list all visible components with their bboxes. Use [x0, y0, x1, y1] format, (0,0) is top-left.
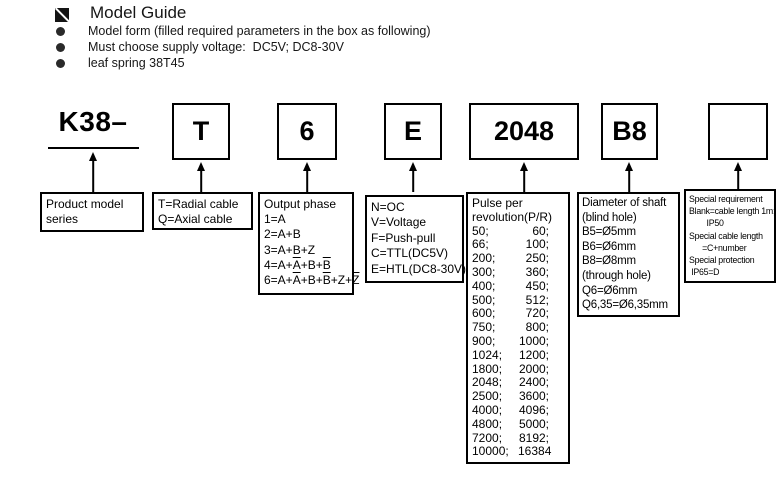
text-line: Q=Axial cable	[158, 212, 233, 226]
up-arrow	[194, 162, 208, 192]
model-code-box-phase: 6	[277, 103, 337, 160]
pulse-row	[472, 252, 564, 266]
pulse-row	[472, 418, 564, 432]
bullet-text: Model form (filled required parameters in the box as following)	[88, 24, 431, 38]
text-line: Special protection	[689, 255, 755, 266]
pulse-value-right: 16384	[518, 444, 552, 459]
pulse-value-right: 800;	[525, 320, 549, 335]
text-line: N=OC	[371, 200, 405, 214]
text-line: =C+number	[689, 242, 747, 253]
pulse-value-left: 600;	[472, 306, 496, 321]
pulse-row	[472, 238, 564, 252]
text-line: (blind hole)	[582, 211, 637, 224]
model-code-box-shaft: B8	[601, 103, 658, 160]
pulse-value-right: 1200;	[518, 347, 549, 362]
desc-box-pulse-per-revolution	[466, 192, 570, 464]
up-arrow	[300, 162, 314, 192]
model-code-box-pulse: 2048	[469, 103, 579, 160]
pulse-value-right: 3600;	[518, 389, 549, 404]
pulse-row	[472, 335, 564, 349]
model-code-box-circuit: E	[384, 103, 442, 160]
pulse-value-left: 50;	[472, 223, 489, 238]
pulse-value-left: 500;	[472, 292, 496, 307]
pulse-value-left: 1024;	[472, 347, 503, 362]
pulse-value-left: 2500;	[472, 389, 503, 404]
pulse-row	[472, 445, 564, 459]
desc-box-product-model	[40, 192, 144, 232]
pulse-row	[472, 266, 564, 280]
pulse-value-left: 750;	[472, 320, 496, 335]
pulse-value-left: 7200;	[472, 430, 503, 445]
pulse-value-left: 66;	[472, 237, 489, 252]
desc-box-cable-orientation	[152, 192, 253, 230]
pulse-value-right: 360;	[525, 264, 549, 279]
pulse-row	[472, 390, 564, 404]
pulse-row	[472, 432, 564, 446]
bullet-icon	[56, 43, 65, 52]
text-line: $4=A+\overline{A}+B+\overline{B}$	[264, 257, 331, 272]
text-line: Special cable length	[689, 230, 763, 241]
bullet-icon	[56, 59, 65, 68]
pulse-row	[472, 349, 564, 363]
model-prefix-underline	[48, 147, 139, 149]
text-line: (through hole)	[582, 269, 651, 282]
pulse-value-right: 8192;	[518, 430, 549, 445]
pulse-value-right: 720;	[525, 306, 549, 321]
pulse-row	[472, 225, 564, 239]
bullet-icon	[56, 27, 65, 36]
text-line: B8=Ø8mm	[582, 255, 636, 268]
pulse-value-right: 2000;	[518, 361, 549, 376]
pulse-value-left: 900;	[472, 333, 496, 348]
text-line: 3=A+B+Z	[264, 242, 316, 257]
text-line: T=Radial cable	[158, 197, 239, 211]
up-arrow	[731, 162, 745, 192]
text-line: revolution(P/R)	[472, 209, 553, 224]
text-line: 2=A+B	[264, 227, 301, 242]
pulse-value-right: 450;	[525, 278, 549, 293]
pulse-value-right: 1000;	[518, 333, 549, 348]
pulse-row	[472, 363, 564, 377]
text-line: Special requirement	[689, 194, 763, 204]
up-arrow	[622, 162, 636, 192]
text-line: Q6,35=Ø6,35mm	[582, 299, 668, 312]
pulse-row	[472, 321, 564, 335]
desc-box-special-requirement	[684, 189, 776, 283]
pulse-value-right: 5000;	[518, 416, 549, 431]
text-line: Blank=cable length 1m;	[689, 206, 776, 217]
desc-box-output-circuit	[365, 195, 467, 283]
text-line: 1=A	[264, 212, 286, 227]
pulse-value-left: 4000;	[472, 402, 503, 417]
model-prefix: K38–	[58, 106, 128, 137]
pulse-value-right: 2400;	[518, 375, 549, 390]
text-line: C=TTL(DC5V)	[371, 246, 449, 261]
pulse-value-left: 2048;	[472, 375, 503, 390]
pulse-header	[472, 197, 564, 225]
text-line: Product model	[46, 197, 124, 211]
pulse-value-right: 60;	[532, 223, 549, 238]
text-line: Pulse per	[472, 196, 523, 210]
text-line: $6=A+\overline{A}+B+\overline{B}+Z+\overline{Z}$	[264, 273, 360, 288]
text-line: Q6=Ø6mm	[582, 284, 638, 297]
pulse-row	[472, 294, 564, 308]
desc-box-output-phase	[258, 192, 360, 295]
text-line: IP50	[689, 218, 724, 229]
text-line: Output phase	[264, 197, 337, 211]
pulse-value-left: 1800;	[472, 361, 503, 376]
text-line: Diameter of shaft	[582, 197, 667, 209]
pulse-value-left: 10000;	[472, 444, 509, 459]
page-title: Model Guide	[90, 3, 187, 22]
pulse-value-left: 400;	[472, 278, 496, 293]
pulse-value-right: 4096;	[518, 402, 549, 417]
pulse-value-left: 300;	[472, 264, 496, 279]
pulse-value-left: 4800;	[472, 416, 503, 431]
pulse-value-table	[472, 225, 564, 460]
up-arrow	[86, 152, 100, 192]
desc-box-shaft-diameter	[577, 192, 680, 317]
text-line: V=Voltage	[371, 215, 427, 230]
bullet-text: leaf spring 38T45	[88, 56, 185, 70]
text-line: F=Push-pull	[371, 230, 436, 245]
text-line: IP65=D	[689, 267, 720, 278]
pulse-row	[472, 404, 564, 418]
pulse-value-left: 200;	[472, 251, 496, 266]
pulse-value-right: 250;	[525, 251, 549, 266]
model-code-box-special	[708, 103, 768, 160]
text-line: E=HTL(DC8-30V)	[371, 261, 467, 276]
pulse-row	[472, 280, 564, 294]
pulse-value-right: 512;	[525, 292, 549, 307]
pulse-row	[472, 307, 564, 321]
text-line: series	[46, 212, 79, 226]
text-line: B6=Ø6mm	[582, 240, 636, 253]
section-marker-icon	[55, 8, 69, 22]
bullet-text: Must choose supply voltage: DC5V; DC8-30V	[88, 40, 344, 54]
pulse-value-right: 100;	[525, 237, 549, 252]
up-arrow	[406, 162, 420, 192]
text-line: B5=Ø5mm	[582, 226, 636, 239]
model-code-box-cable: T	[172, 103, 230, 160]
up-arrow	[517, 162, 531, 192]
pulse-row	[472, 376, 564, 390]
